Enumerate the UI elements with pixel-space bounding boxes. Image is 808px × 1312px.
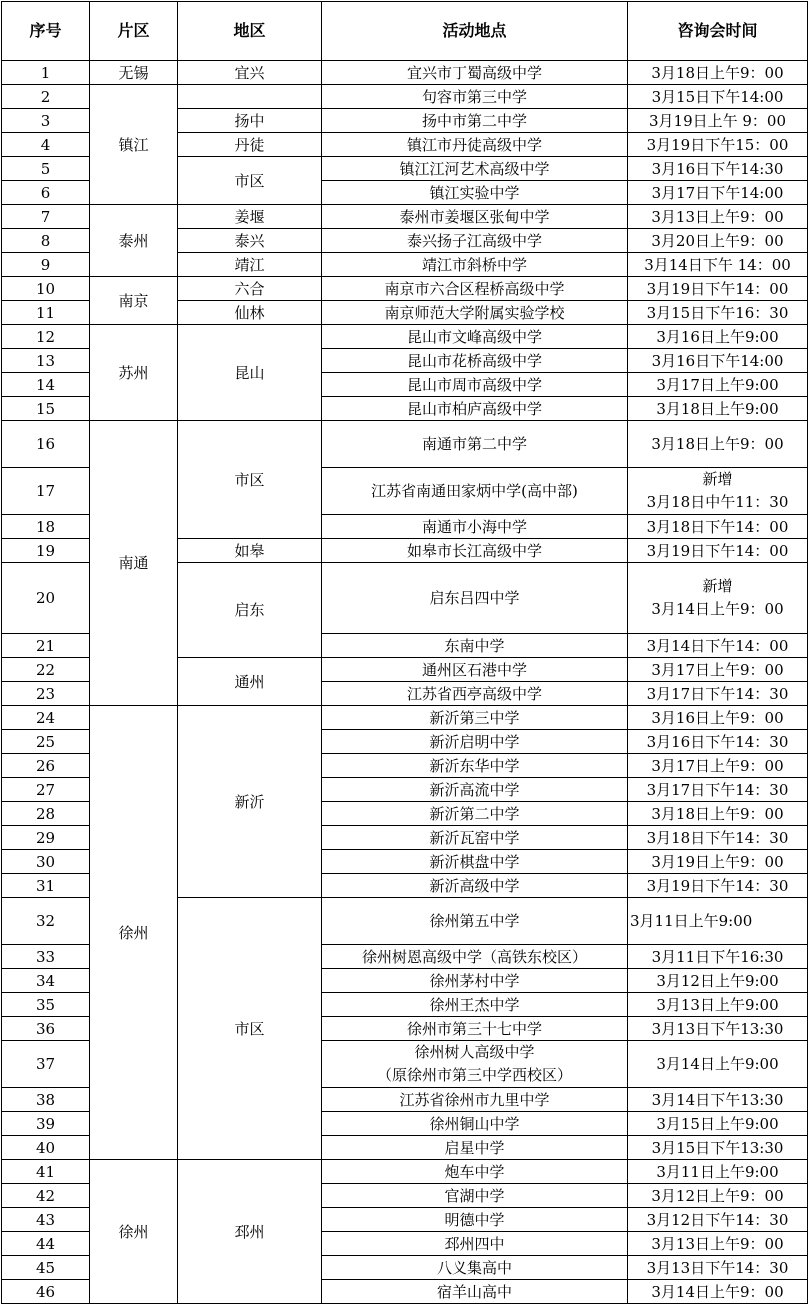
row-number: 10 — [2, 277, 90, 301]
time-cell: 3月16日下午14：30 — [628, 730, 808, 754]
venue-cell: 八义集高中 — [322, 1256, 628, 1280]
time-cell: 3月18日上午9：00 — [628, 802, 808, 826]
venue-cell: 南通市第二中学 — [322, 421, 628, 468]
venue-cell: 镇江江河艺术高级中学 — [322, 157, 628, 181]
district-cell: 姜堰 — [178, 205, 322, 229]
district-cell: 扬中 — [178, 109, 322, 133]
venue-cell: 江苏省南通田家炳中学(高中部) — [322, 468, 628, 515]
time-cell: 3月18日下午14：00 — [628, 515, 808, 539]
time-cell: 3月15日上午9:00 — [628, 1112, 808, 1136]
row-number: 13 — [2, 349, 90, 373]
table-row — [2, 61, 808, 85]
venue-cell: 徐州第五中学 — [322, 898, 628, 945]
district-cell: 六合 — [178, 277, 322, 301]
area-cell: 无锡 — [90, 61, 178, 85]
row-number: 3 — [2, 109, 90, 133]
time-cell: 3月19日下午14：30 — [628, 874, 808, 898]
area-cell: 徐州 — [90, 1160, 178, 1304]
venue-cell: 新沂高流中学 — [322, 778, 628, 802]
time-cell: 3月14日上午9:00 — [628, 1041, 808, 1088]
row-number: 6 — [2, 181, 90, 205]
venue-cell: 宜兴市丁蜀高级中学 — [322, 61, 628, 85]
time-cell: 3月18日下午14：30 — [628, 826, 808, 850]
time-cell: 3月14日上午9：00 — [628, 1280, 808, 1304]
header-district: 地区 — [178, 2, 322, 61]
venue-cell: 明德中学 — [322, 1208, 628, 1232]
venue-cell: 昆山市文峰高级中学 — [322, 325, 628, 349]
row-number: 1 — [2, 61, 90, 85]
table-row — [2, 205, 808, 229]
venue-cell: 江苏省徐州市九里中学 — [322, 1088, 628, 1112]
time-cell: 3月12日上午9:00 — [628, 969, 808, 993]
time-cell: 3月15日下午13:30 — [628, 1136, 808, 1160]
row-number: 42 — [2, 1184, 90, 1208]
table-row — [2, 277, 808, 301]
time-cell: 3月17日下午14：30 — [628, 682, 808, 706]
row-number: 9 — [2, 253, 90, 277]
district-cell: 仙林 — [178, 301, 322, 325]
row-number: 41 — [2, 1160, 90, 1184]
row-number: 20 — [2, 563, 90, 634]
header-time: 咨询会时间 — [628, 2, 808, 61]
schedule-table — [1, 1, 808, 1304]
time-cell: 3月14日下午13:30 — [628, 1088, 808, 1112]
district-cell: 新沂 — [178, 706, 322, 898]
time-cell: 3月18日上午9：00 — [628, 421, 808, 468]
table-row — [2, 1160, 808, 1184]
district-cell: 靖江 — [178, 253, 322, 277]
row-number: 33 — [2, 945, 90, 969]
venue-cell: 昆山市柏庐高级中学 — [322, 397, 628, 421]
venue-cell: 扬中市第二中学 — [322, 109, 628, 133]
time-cell: 3月19日下午14：00 — [628, 539, 808, 563]
row-number: 15 — [2, 397, 90, 421]
time-cell: 3月19日上午9：00 — [628, 850, 808, 874]
row-number: 31 — [2, 874, 90, 898]
venue-cell: 泰州市姜堰区张甸中学 — [322, 205, 628, 229]
district-cell: 如皋 — [178, 539, 322, 563]
row-number: 45 — [2, 1256, 90, 1280]
venue-cell: 通州区石港中学 — [322, 658, 628, 682]
district-cell: 邳州 — [178, 1160, 322, 1304]
venue-cell: 江苏省西亭高级中学 — [322, 682, 628, 706]
venue-cell: 炮车中学 — [322, 1160, 628, 1184]
time-cell: 3月13日下午13:30 — [628, 1017, 808, 1041]
time-cell: 3月17日下午14：30 — [628, 778, 808, 802]
time-cell: 3月20日上午9：00 — [628, 229, 808, 253]
venue-cell: 启星中学 — [322, 1136, 628, 1160]
district-cell — [178, 85, 322, 109]
time-cell: 3月13日下午14：30 — [628, 1256, 808, 1280]
venue-cell: 句容市第三中学 — [322, 85, 628, 109]
district-cell: 泰兴 — [178, 229, 322, 253]
district-cell: 启东 — [178, 563, 322, 658]
area-cell: 南通 — [90, 421, 178, 706]
venue-cell: 新沂高级中学 — [322, 874, 628, 898]
row-number: 8 — [2, 229, 90, 253]
time-cell: 3月19日上午 9：00 — [628, 109, 808, 133]
time-cell: 3月11日上午9:00 — [628, 1160, 808, 1184]
table-body — [2, 61, 808, 1304]
time-cell: 3月18日上午9：00 — [628, 61, 808, 85]
row-number: 12 — [2, 325, 90, 349]
row-number: 24 — [2, 706, 90, 730]
time-cell: 3月15日下午16：30 — [628, 301, 808, 325]
venue-cell: 徐州树恩高级中学（高铁东校区） — [322, 945, 628, 969]
time-cell: 3月11日上午9:00 — [628, 898, 808, 945]
area-cell: 徐州 — [90, 706, 178, 1160]
table-row — [2, 421, 808, 468]
venue-cell: 镇江实验中学 — [322, 181, 628, 205]
header-area: 片区 — [90, 2, 178, 61]
row-number: 38 — [2, 1088, 90, 1112]
area-cell: 镇江 — [90, 85, 178, 205]
time-cell: 3月16日下午14:00 — [628, 349, 808, 373]
venue-cell: 南京师范大学附属实验学校 — [322, 301, 628, 325]
row-number: 27 — [2, 778, 90, 802]
row-number: 32 — [2, 898, 90, 945]
time-cell: 3月13日上午9：00 — [628, 1232, 808, 1256]
venue-cell: 徐州市第三十七中学 — [322, 1017, 628, 1041]
time-cell: 新增 3月14日上午9：00 — [628, 563, 808, 634]
venue-cell: 新沂棋盘中学 — [322, 850, 628, 874]
table-row — [2, 325, 808, 349]
row-number: 23 — [2, 682, 90, 706]
district-cell: 丹徒 — [178, 133, 322, 157]
row-number: 25 — [2, 730, 90, 754]
time-cell: 3月17日上午9:00 — [628, 373, 808, 397]
row-number: 46 — [2, 1280, 90, 1304]
row-number: 18 — [2, 515, 90, 539]
venue-cell: 新沂第三中学 — [322, 706, 628, 730]
venue-cell: 徐州铜山中学 — [322, 1112, 628, 1136]
row-number: 14 — [2, 373, 90, 397]
row-number: 11 — [2, 301, 90, 325]
row-number: 21 — [2, 634, 90, 658]
venue-cell: 南京市六合区程桥高级中学 — [322, 277, 628, 301]
venue-cell: 新沂第二中学 — [322, 802, 628, 826]
venue-cell: 靖江市斜桥中学 — [322, 253, 628, 277]
table-row — [2, 706, 808, 730]
area-cell: 泰州 — [90, 205, 178, 277]
time-cell: 3月11日下午16:30 — [628, 945, 808, 969]
time-cell: 3月19日下午15：00 — [628, 133, 808, 157]
venue-cell: 镇江市丹徒高级中学 — [322, 133, 628, 157]
row-number: 44 — [2, 1232, 90, 1256]
row-number: 39 — [2, 1112, 90, 1136]
venue-cell: 宿羊山高中 — [322, 1280, 628, 1304]
table-header-row — [2, 2, 808, 61]
venue-cell: 新沂启明中学 — [322, 730, 628, 754]
row-number: 35 — [2, 993, 90, 1017]
time-cell: 3月16日上午9：00 — [628, 706, 808, 730]
venue-cell: 新沂东华中学 — [322, 754, 628, 778]
venue-cell: 昆山市花桥高级中学 — [322, 349, 628, 373]
row-number: 26 — [2, 754, 90, 778]
row-number: 17 — [2, 468, 90, 515]
venue-cell: 官湖中学 — [322, 1184, 628, 1208]
header-venue: 活动地点 — [322, 2, 628, 61]
time-cell: 3月18日上午9:00 — [628, 397, 808, 421]
row-number: 28 — [2, 802, 90, 826]
row-number: 40 — [2, 1136, 90, 1160]
time-cell: 3月17日上午9：00 — [628, 658, 808, 682]
time-cell: 3月13日上午9：00 — [628, 205, 808, 229]
row-number: 7 — [2, 205, 90, 229]
area-cell: 苏州 — [90, 325, 178, 421]
row-number: 5 — [2, 157, 90, 181]
district-cell: 宜兴 — [178, 61, 322, 85]
time-cell: 新增 3月18日中午11：30 — [628, 468, 808, 515]
row-number: 22 — [2, 658, 90, 682]
time-cell: 3月16日下午14:30 — [628, 157, 808, 181]
row-number: 19 — [2, 539, 90, 563]
venue-cell: 邳州四中 — [322, 1232, 628, 1256]
time-cell: 3月15日下午14:00 — [628, 85, 808, 109]
row-number: 37 — [2, 1041, 90, 1088]
venue-cell: 新沂瓦窑中学 — [322, 826, 628, 850]
district-cell: 市区 — [178, 421, 322, 539]
time-cell: 3月13日上午9:00 — [628, 993, 808, 1017]
row-number: 4 — [2, 133, 90, 157]
time-cell: 3月17日下午14:00 — [628, 181, 808, 205]
venue-cell: 泰兴扬子江高级中学 — [322, 229, 628, 253]
row-number: 16 — [2, 421, 90, 468]
header-number: 序号 — [2, 2, 90, 61]
time-cell: 3月14日下午 14：00 — [628, 253, 808, 277]
venue-cell: 徐州王杰中学 — [322, 993, 628, 1017]
row-number: 30 — [2, 850, 90, 874]
time-cell: 3月19日下午14：00 — [628, 277, 808, 301]
time-cell: 3月14日下午14：00 — [628, 634, 808, 658]
district-cell: 通州 — [178, 658, 322, 706]
venue-cell: 南通市小海中学 — [322, 515, 628, 539]
row-number: 2 — [2, 85, 90, 109]
venue-cell: 启东吕四中学 — [322, 563, 628, 634]
row-number: 43 — [2, 1208, 90, 1232]
time-cell: 3月12日上午9：00 — [628, 1184, 808, 1208]
row-number: 36 — [2, 1017, 90, 1041]
district-cell: 市区 — [178, 157, 322, 205]
time-cell: 3月17日上午9：00 — [628, 754, 808, 778]
venue-cell: 徐州茅村中学 — [322, 969, 628, 993]
venue-cell: 昆山市周市高级中学 — [322, 373, 628, 397]
district-cell: 昆山 — [178, 325, 322, 421]
row-number: 34 — [2, 969, 90, 993]
time-cell: 3月16日上午9:00 — [628, 325, 808, 349]
venue-cell: 如皋市长江高级中学 — [322, 539, 628, 563]
area-cell: 南京 — [90, 277, 178, 325]
district-cell: 市区 — [178, 898, 322, 1160]
row-number: 29 — [2, 826, 90, 850]
time-cell: 3月12日下午14：30 — [628, 1208, 808, 1232]
table-row — [2, 85, 808, 109]
venue-cell: 徐州树人高级中学 （原徐州市第三中学西校区） — [322, 1041, 628, 1088]
venue-cell: 东南中学 — [322, 634, 628, 658]
